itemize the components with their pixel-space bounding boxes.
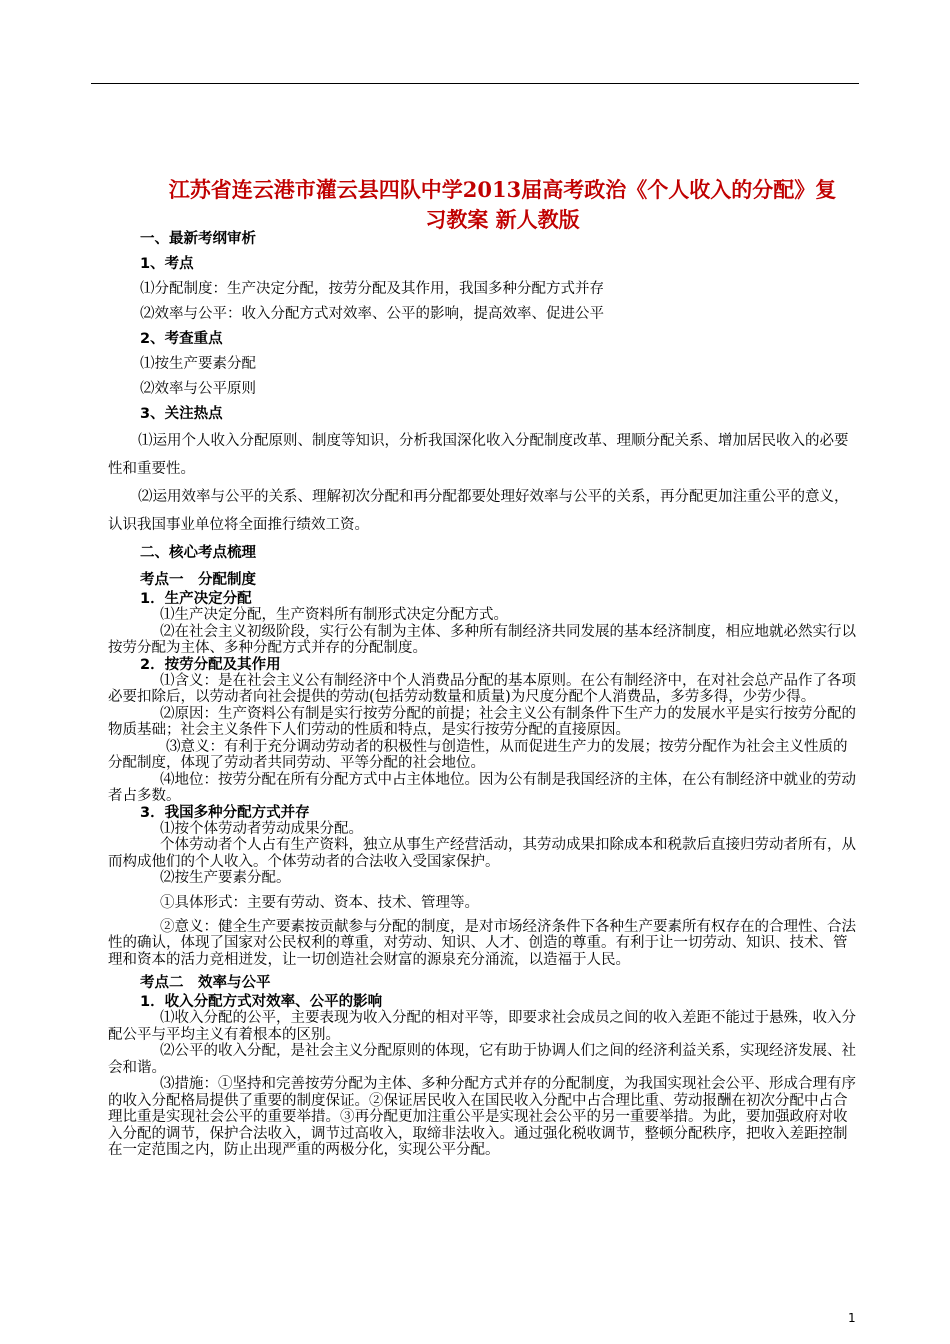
- subheading-kaodian: 1、考点: [140, 256, 194, 272]
- document-body: [108, 227, 858, 1159]
- redian-item-1: ⑴运用个人收入分配原则、制度等知识，分析我国深化收入分配制度改革、理顺分配关系、增加居民收入的必要性和重要性。: [108, 433, 849, 477]
- title-line-2: 习教案 新人教版: [425, 207, 580, 232]
- kd2-sub-1-para-2: ⑵公平的收入分配，是社会主义分配原则的体现，它有助于协调人们之间的经济利益关系，实现经济发展、社会和谐。: [108, 1043, 856, 1076]
- header-rule: [91, 83, 859, 84]
- section-heading-2: 二、核心考点梳理: [140, 545, 256, 561]
- kd1-sub-3-para-2: 个体劳动者个人占有生产资料，独立从事生产经营活动，其劳动成果扣除成本和税款后直接归劳动者所有，从而构成他们的个人收入。个体劳动者的合法收入受国家保护。: [108, 837, 856, 870]
- kd1-sub-1: 1．生产决定分配: [140, 591, 252, 607]
- redian-item-2: ⑵运用效率与公平的关系、理解初次分配和再分配都要处理好效率与公平的关系，再分配更加注重公平的意义，认识我国事业单位将全面推行绩效工资。: [108, 489, 849, 533]
- section-heading-1: 一、最新考纲审析: [140, 231, 256, 247]
- kaodian-1-heading: 考点一 分配制度: [140, 572, 256, 588]
- kd1-sub-3-para-1: ⑴按个体劳动者劳动成果分配。: [160, 820, 363, 837]
- kd1-sub-3-para-3: ⑵按生产要素分配。: [160, 870, 291, 886]
- document-title: [150, 175, 855, 235]
- kd1-sub-3-para-5: ②意义：健全生产要素按贡献参与分配的制度，是对市场经济条件下各种生产要素所有权存在的合理性、合法性的确认，体现了国家对公民权利的尊重，对劳动、知识、人才、创造的尊重。有利于让一切劳动、知识、技术、管理和资本的活力竞相迸发，让一切创造社会财富的源泉充分涌流，以造福于人民。: [108, 918, 856, 968]
- kaodian-item-2: ⑵效率与公平：收入分配方式对效率、公平的影响，提高效率、促进公平: [140, 306, 604, 322]
- page-number: 1: [848, 1311, 856, 1325]
- kd1-sub-1-para-2: ⑵在社会主义初级阶段，实行公有制为主体、多种所有制经济共同发展的基本经济制度，相应地就必然实行以按劳分配为主体、多种分配方式并存的分配制度。: [108, 623, 856, 656]
- kaodian-2-heading: 考点二 效率与公平: [140, 975, 271, 991]
- kd2-sub-1-para-3: ⑶措施：①坚持和完善按劳分配为主体、多种分配方式并存的分配制度，为我国实现社会公平、形成合理有序的收入分配格局提供了重要的制度保证。②保证居民收入在国民收入分配中占合理比重、劳动报酬在初次分配中占合理比重是实现社会公平的重要举措。③再分配更加注重公平是实现社会公平的另一重要举措。为此，要加强政府对收入分配的调节，保护合法收入，调节过高收入，取缔非法收入。通过强化税收调节，整顿分配秩序，把收入差距控制在一定范围之内，防止出现严重的两极分化，实现公平分配。: [108, 1076, 856, 1158]
- kd1-sub-2-para-2: ⑵原因：生产资料公有制是实行按劳分配的前提；社会主义公有制条件下生产力的发展水平是实行按劳分配的物质基础；社会主义条件下人们劳动的性质和特点，是实行按劳分配的直接原因。: [108, 705, 856, 738]
- kd1-sub-3: 3．我国多种分配方式并存: [140, 804, 310, 821]
- kd1-sub-2: 2．按劳分配及其作用: [140, 656, 281, 673]
- zhongdian-item-1: ⑴按生产要素分配: [140, 356, 256, 372]
- subheading-redian: 3、关注热点: [140, 406, 223, 422]
- kd2-sub-1-para-1: ⑴收入分配的公平，主要表现为收入分配的相对平等，即要求社会成员之间的收入差距不能过于悬殊，收入分配公平与平均主义有着根本的区别。: [108, 1010, 856, 1043]
- zhongdian-item-2: ⑵效率与公平原则: [140, 381, 256, 397]
- kaodian-item-1: ⑴分配制度：生产决定分配，按劳分配及其作用，我国多种分配方式并存: [140, 281, 604, 297]
- kd1-sub-2-para-4: ⑷地位：按劳分配在所有分配方式中占主体地位。因为公有制是我国经济的主体，在公有制经济中就业的劳动者占多数。: [108, 771, 856, 804]
- kd1-sub-2-para-1: ⑴含义：是在社会主义公有制经济中个人消费品分配的基本原则。在公有制经济中，在对社会总产品作了各项必要扣除后，以劳动者向社会提供的劳动(包括劳动数量和质量)为尺度分配个人消费品，多劳多得，少劳少得。: [108, 672, 856, 705]
- subheading-zhongdian: 2、考查重点: [140, 331, 223, 347]
- kd1-sub-3-para-4: ①具体形式：主要有劳动、资本、技术、管理等。: [160, 894, 479, 911]
- kd2-sub-1: 1．收入分配方式对效率、公平的影响: [140, 994, 383, 1010]
- kd1-sub-2-para-3: ⑶意义：有利于充分调动劳动者的积极性与创造性，从而促进生产力的发展；按劳分配作为社会主义性质的分配制度，体现了劳动者共同劳动、平等分配的社会地位。: [108, 738, 848, 771]
- title-line-1: 江苏省连云港市灌云县四队中学2013届高考政治《个人收入的分配》复: [168, 177, 837, 202]
- kd1-sub-1-para-1: ⑴生产决定分配，生产资料所有制形式决定分配方式。: [160, 607, 508, 623]
